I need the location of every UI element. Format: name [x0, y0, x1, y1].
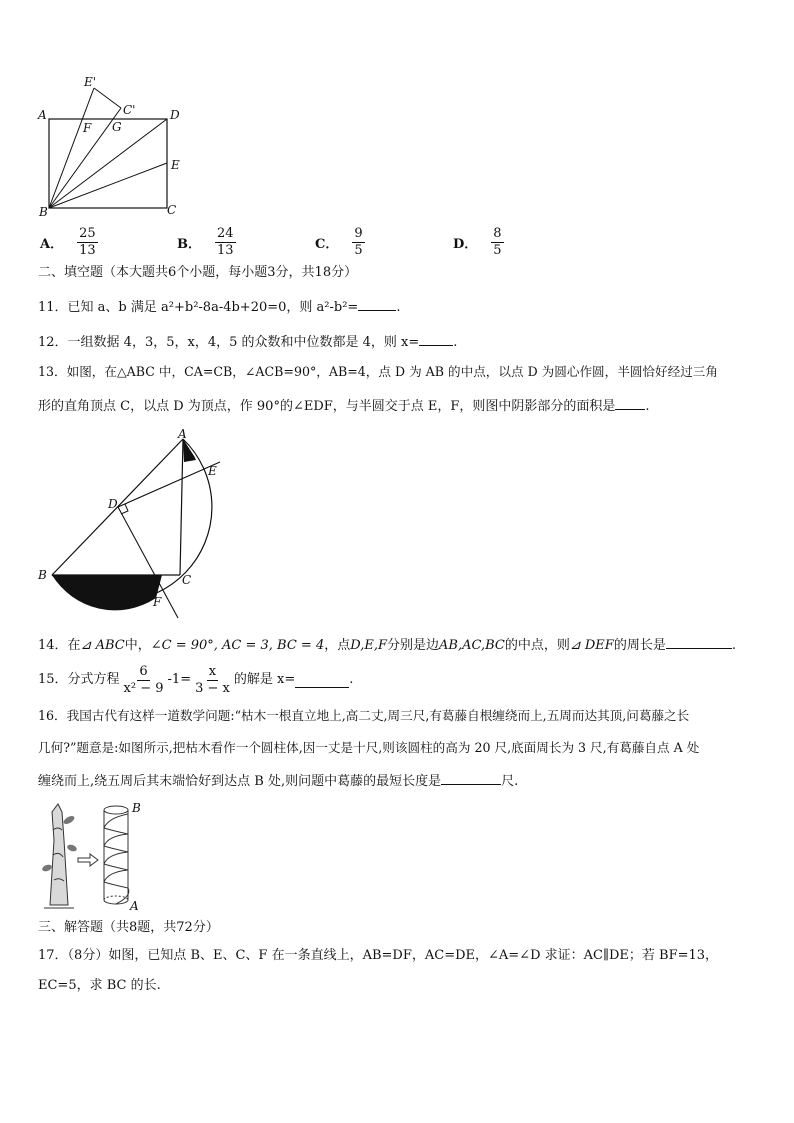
question-13-line-2: 形的直角顶点 C，以点 D 为顶点，作 90°的∠EDF，与半圆交于点 E，F，则图中阴影部分的面积是 .: [38, 395, 650, 417]
label-E: E: [208, 464, 217, 478]
label-E-prime: E': [84, 75, 97, 89]
option-c: C． $\frac{9}{5}$: [315, 226, 363, 258]
option-d: D． $\frac{8}{5}$: [453, 226, 502, 258]
question-11: 11．已知 a、b 满足 a²+b²-8a-4b+20=0，则 a²-b²= .: [38, 296, 400, 318]
figure-tree-cylinder: [36, 800, 156, 912]
label-A: A: [38, 108, 47, 122]
figure-semicircle: [30, 422, 230, 622]
question-16-line-2: 几何?”题意是:如图所示,把枯木看作一个圆柱体,因一丈是十尺,则该圆柱的高为 20 尺,底面周长为 3 尺,有葛藤自点 A 处: [38, 740, 700, 755]
label-C: C: [182, 573, 192, 587]
label-G: G: [112, 120, 122, 134]
label-B: B: [39, 205, 48, 219]
section-3-heading: 三、解答题（共8题，共72分）: [38, 920, 219, 935]
label-C-prime: C': [123, 103, 136, 117]
question-16-line-3: 缠绕而上,绕五周后其末端恰好到达点 B 处,则问题中葛藤的最短长度是 尺.: [38, 770, 518, 792]
question-17-line-2: EC=5，求 BC 的长.: [38, 978, 161, 993]
question-15: 15．分式方程 $\frac{6}{\text{x² − 9}}$ -1= $\frac{x}{3 - x}$ 的解是 x= .: [38, 663, 354, 696]
figure-rectangle-fold: [30, 70, 200, 220]
label-C: C: [167, 203, 177, 217]
question-17-line-1: 17．（8分）如图，已知点 B、E、C、F 在一条直线上，AB=DF，AC=DE，∠A=∠D 求证：AC∥DE；若 BF=13，: [38, 948, 719, 963]
option-b: B． $\frac{24}{13}$: [177, 226, 234, 258]
label-A: A: [178, 427, 187, 441]
label-F: F: [83, 121, 92, 135]
question-16-line-1: 16．我国古代有这样一道数学问题:“枯木一根直立地上,高二丈,周三尺,有葛藤自根缠绕而上,五周而达其顶,问葛藤之长: [38, 708, 690, 723]
question-12: 12．一组数据 4，3，5，x，4，5 的众数和中位数都是 4，则 x= .: [38, 331, 457, 353]
label-D: D: [108, 497, 118, 511]
label-A: A: [130, 899, 139, 912]
option-a: A． $\frac{25}{13}$: [40, 226, 96, 258]
question-14: 14．在⊿ ABC中，∠C = 90°, AC = 3, BC = 4，点D,E,F分别是边AB,AC,BC的中点，则⊿ DEF的周长是 .: [38, 634, 736, 656]
label-B: B: [132, 801, 141, 815]
label-F: F: [153, 595, 162, 609]
question-13-line-1: 13．如图，在△ABC 中，CA=CB，∠ACB=90°，AB=4，点 D 为 AB 的中点，以点 D 为圆心作圆，半圆恰好经过三角: [38, 364, 718, 379]
section-2-heading: 二、填空题（本大题共6个小题，每小题3分，共18分）: [38, 265, 358, 280]
label-E: E: [171, 158, 180, 172]
label-B: B: [38, 568, 47, 582]
label-D: D: [170, 108, 180, 122]
